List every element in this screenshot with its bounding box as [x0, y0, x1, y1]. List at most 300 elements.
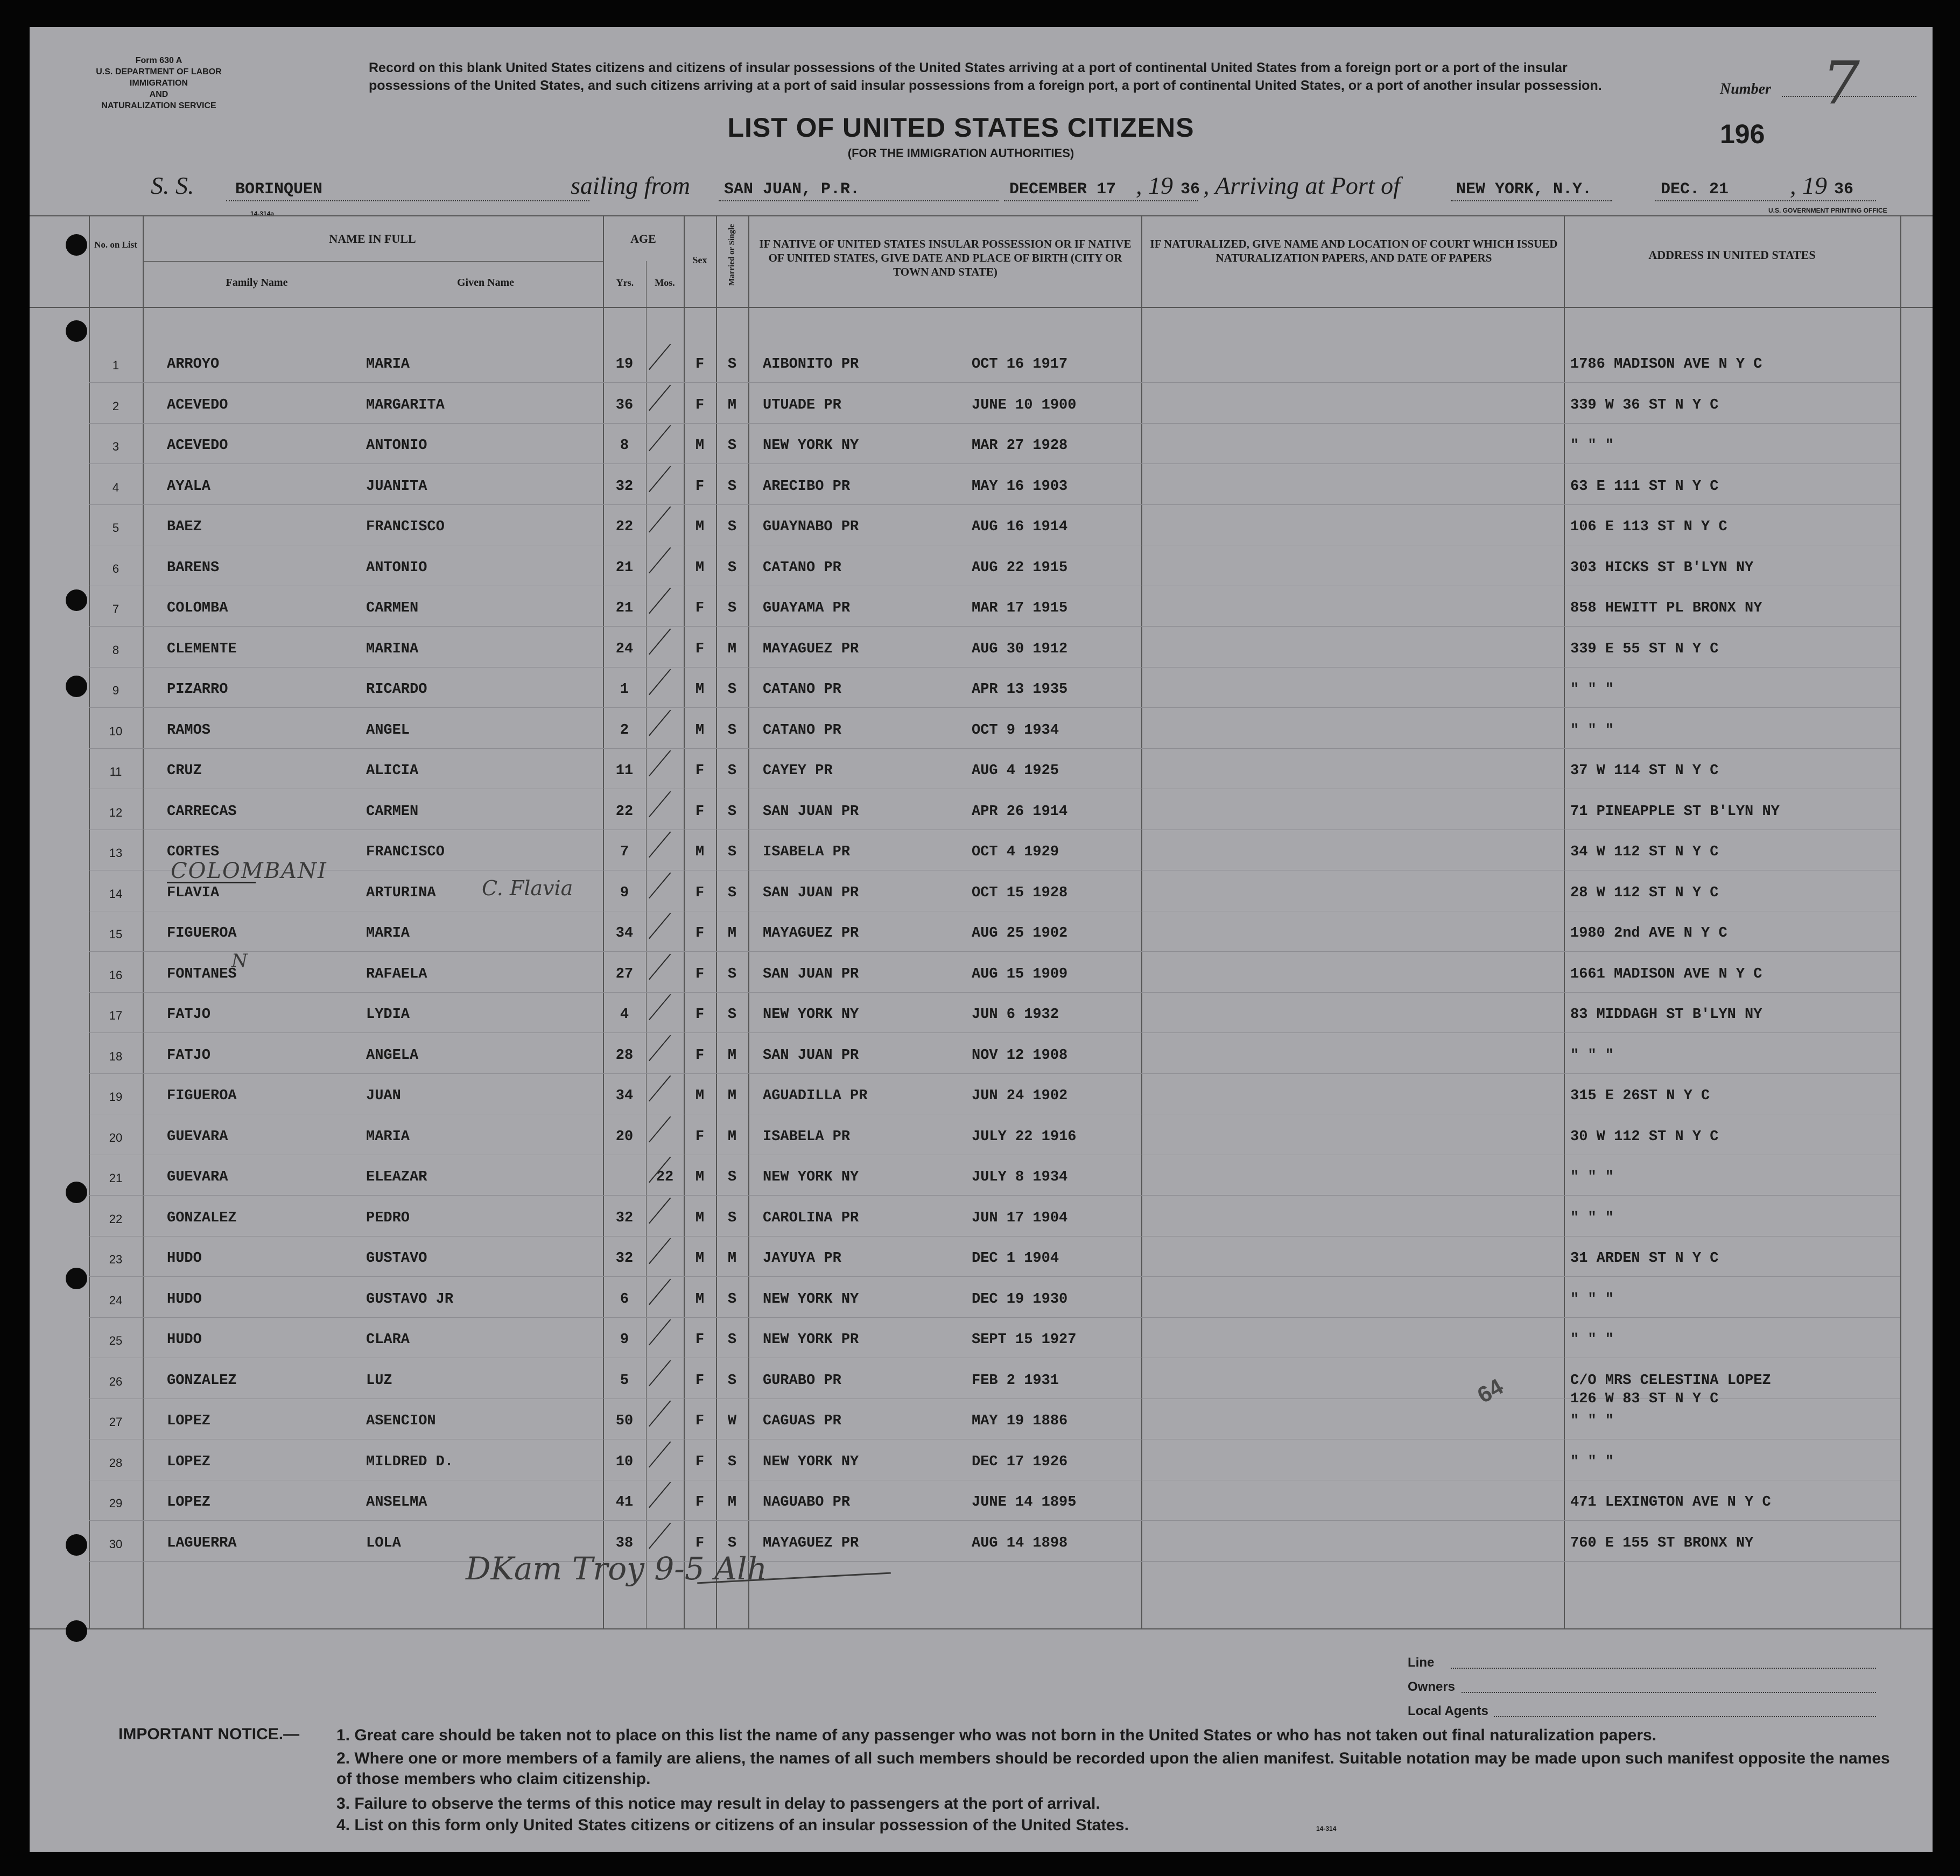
birth-date: DEC 19 1930: [972, 1291, 1068, 1308]
strikeout-mark: [167, 882, 256, 883]
birth-place: NEW YORK NY: [763, 438, 859, 454]
row-number: 16: [109, 968, 123, 982]
family-name: BAEZ: [167, 519, 202, 535]
row-rule: [89, 1073, 1900, 1074]
age-years: 32: [615, 478, 634, 495]
notice-item: 3. Failure to observe the terms of this notice may result in delay to passengers at the port of arrival.: [336, 1795, 1100, 1812]
marital-status: M: [727, 397, 737, 413]
family-name: GUEVARA: [167, 1128, 228, 1145]
sex: F: [695, 641, 705, 657]
departure-year: 36: [1181, 180, 1200, 199]
check-mark: [649, 832, 671, 858]
us-address: 28 W 112 ST N Y C: [1570, 884, 1719, 901]
sex: M: [695, 1169, 705, 1185]
birth-place: ISABELA PR: [763, 1128, 851, 1145]
family-name: ACEVEDO: [167, 397, 228, 413]
col-divider: [748, 215, 749, 1628]
row-number: 3: [112, 440, 120, 453]
birth-date: JUNE 14 1895: [972, 1494, 1077, 1510]
marital-status: M: [727, 641, 737, 657]
preamble-text: Record on this blank United States citizens and citizens of insular possessions of the United States arriving at a port of continental United States from a foreign port or a port of the insular possessions of the United States, and such citizens arriving at a port of said insular possessions from a foreign port, a port of continental United States, or a port of another insular possession.: [369, 60, 1602, 93]
arrival-port: NEW YORK, N.Y.: [1456, 180, 1592, 199]
birth-date: AUG 4 1925: [972, 763, 1059, 779]
family-name: FIGUEROA: [167, 1088, 237, 1104]
marital-status: S: [727, 1210, 737, 1226]
sex: M: [695, 1210, 705, 1226]
marital-status: S: [727, 356, 737, 373]
arrival-underline: [1655, 200, 1876, 201]
given-name: GUSTAVO: [366, 1250, 427, 1267]
family-name: ACEVEDO: [167, 438, 228, 454]
sex: F: [695, 397, 705, 413]
us-address: 760 E 155 ST BRONX NY: [1570, 1535, 1754, 1551]
check-mark: [649, 425, 671, 452]
given-name: ELEAZAR: [366, 1169, 427, 1185]
printer-note: U.S. GOVERNMENT PRINTING OFFICE: [1768, 207, 1887, 214]
row-number: 24: [109, 1293, 123, 1307]
col-header-sex: Sex: [692, 255, 707, 265]
given-name: RICARDO: [366, 681, 427, 698]
ship-name: BORINQUEN: [235, 180, 323, 199]
us-address: 1661 MADISON AVE N Y C: [1570, 966, 1762, 982]
age-years: 2: [620, 722, 629, 739]
sex: F: [695, 1007, 705, 1023]
binder-hole: [66, 1182, 87, 1203]
form-id-line: NATURALIZATION SERVICE: [101, 101, 216, 110]
check-mark: [649, 669, 671, 695]
family-name: HUDO: [167, 1332, 202, 1348]
birth-date: APR 13 1935: [972, 681, 1068, 698]
birth-date: AUG 30 1912: [972, 641, 1068, 657]
marital-status: S: [727, 1332, 737, 1348]
sex: F: [695, 1332, 705, 1348]
us-address: 315 E 26ST N Y C: [1570, 1088, 1710, 1104]
age-years: 8: [620, 438, 629, 454]
row-number: 26: [109, 1374, 123, 1388]
col-header-birth: IF NATIVE OF UNITED STATES INSULAR POSSESSION OR IF NATIVE OF UNITED STATES, GIVE DATE AND PLACE OF BIRTH (CITY OR TOWN AND STATE): [759, 237, 1132, 278]
family-name: ARROYO: [167, 356, 220, 373]
binder-hole: [66, 1620, 87, 1642]
age-years: 6: [620, 1291, 629, 1308]
us-address: " " ": [1570, 1453, 1614, 1470]
birth-date: MAY 16 1903: [972, 478, 1068, 495]
us-address: " " ": [1570, 1332, 1614, 1348]
check-mark: [649, 1076, 671, 1102]
col-header-given: Given Name: [456, 277, 515, 289]
given-name: LOLA: [366, 1535, 401, 1551]
row-number: 13: [109, 846, 123, 860]
check-mark: [649, 1238, 671, 1264]
binder-hole: [66, 589, 87, 611]
form-id-line: AND: [149, 90, 168, 99]
sex: F: [695, 1535, 705, 1551]
age-years: 19: [615, 356, 634, 373]
binder-hole: [66, 1268, 87, 1289]
row-number: 18: [109, 1049, 123, 1063]
number-label: Number: [1720, 81, 1771, 97]
us-address: 106 E 113 ST N Y C: [1570, 519, 1727, 535]
given-name: ANGEL: [366, 722, 410, 739]
age-years: 36: [615, 397, 634, 413]
given-name: MARIA: [366, 356, 410, 373]
row-rule: [89, 463, 1900, 464]
row-rule: [89, 504, 1900, 505]
birth-place: AGUADILLA PR: [763, 1088, 868, 1104]
birth-date: MAR 17 1915: [972, 600, 1068, 616]
ss-label: S. S.: [151, 172, 194, 199]
check-mark: [649, 344, 671, 370]
sex: M: [695, 519, 705, 535]
birth-place: SAN JUAN PR: [763, 966, 859, 982]
check-mark: [649, 507, 671, 533]
marital-status: S: [727, 1535, 737, 1551]
table-bottom-border: [30, 1628, 1933, 1629]
family-name: COLOMBA: [167, 600, 228, 616]
table-top-border: [30, 215, 1933, 216]
sex: F: [695, 884, 705, 901]
row-number: 10: [109, 724, 123, 738]
given-name: JUANITA: [366, 478, 427, 495]
birth-place: AIBONITO PR: [763, 356, 859, 373]
birth-date: MAR 27 1928: [972, 438, 1068, 454]
line-underline: [1451, 1668, 1876, 1669]
birth-place: CAROLINA PR: [763, 1210, 859, 1226]
age-years: 9: [620, 1332, 629, 1348]
row-rule: [89, 382, 1900, 383]
col-divider: [1141, 215, 1142, 1628]
marital-status: M: [727, 1088, 737, 1104]
birth-place: CATANO PR: [763, 722, 841, 739]
us-address: 339 W 36 ST N Y C: [1570, 397, 1719, 413]
birth-date: MAY 19 1886: [972, 1413, 1068, 1429]
age-years: 41: [615, 1494, 634, 1510]
check-mark: [649, 791, 671, 817]
check-mark: [649, 913, 671, 939]
family-name: CLEMENTE: [167, 641, 237, 657]
row-number: 15: [109, 928, 123, 941]
local-agents-underline: [1494, 1716, 1876, 1717]
col-header-age: AGE: [630, 232, 656, 245]
birth-date: DEC 1 1904: [972, 1250, 1059, 1267]
page-number: 196: [1720, 119, 1765, 149]
marital-status: M: [727, 1494, 737, 1510]
marital-status: S: [727, 600, 737, 616]
row-rule: [89, 1195, 1900, 1196]
sex: F: [695, 763, 705, 779]
given-name: MARINA: [366, 641, 419, 657]
col-header-name: NAME IN FULL: [329, 232, 416, 245]
given-name: FRANCISCO: [366, 844, 445, 860]
family-name: FATJO: [167, 1007, 211, 1023]
sex: F: [695, 600, 705, 616]
sex: F: [695, 1047, 705, 1064]
birth-place: NAGUABO PR: [763, 1494, 851, 1510]
check-mark: [649, 1319, 671, 1346]
us-address: 471 LEXINGTON AVE N Y C: [1570, 1494, 1771, 1510]
family-name: BARENS: [167, 559, 220, 576]
marital-status: S: [727, 559, 737, 576]
age-years: 22: [615, 519, 634, 535]
row-rule: [89, 992, 1900, 993]
family-name: CARRECAS: [167, 803, 237, 820]
col-header-no: No. on List: [94, 240, 137, 250]
given-name: MARGARITA: [366, 397, 445, 413]
given-name: CLARA: [366, 1332, 410, 1348]
col-header-address: ADDRESS IN UNITED STATES: [1648, 248, 1816, 262]
age-years: 1: [620, 681, 629, 698]
row-number: 21: [109, 1171, 123, 1185]
row-rule: [89, 1317, 1900, 1318]
given-name: LYDIA: [366, 1007, 410, 1023]
age-years: 5: [620, 1372, 629, 1389]
departure-date: DECEMBER 17: [1009, 180, 1116, 199]
check-mark: [649, 547, 671, 573]
birth-date: JUN 6 1932: [972, 1007, 1059, 1023]
age-years: 28: [615, 1047, 634, 1064]
sex: F: [695, 1128, 705, 1145]
check-mark: [649, 953, 671, 980]
check-mark: [649, 1197, 671, 1224]
row-rule: [89, 626, 1900, 627]
us-address: " " ": [1570, 1169, 1614, 1185]
page-title: LIST OF UNITED STATES CITIZENS: [727, 113, 1195, 143]
arrival-year: 36: [1834, 180, 1854, 199]
row-number: 2: [112, 399, 120, 413]
us-address: 1786 MADISON AVE N Y C: [1570, 356, 1762, 373]
family-name: GUEVARA: [167, 1169, 228, 1185]
birth-date: JUNE 10 1900: [972, 397, 1077, 413]
birth-date: AUG 25 1902: [972, 925, 1068, 941]
check-mark: [649, 872, 671, 898]
row-rule: [89, 951, 1900, 952]
given-name: ANTONIO: [366, 559, 427, 576]
us-address: 858 HEWITT PL BRONX NY: [1570, 600, 1762, 616]
row-rule: [89, 423, 1900, 424]
family-name: PIZARRO: [167, 681, 228, 698]
arriving-label: , Arriving at Port of: [1203, 172, 1400, 199]
form-id-line: U.S. DEPARTMENT OF LABOR: [96, 67, 222, 76]
sex: M: [695, 1250, 705, 1267]
binder-hole: [66, 1534, 87, 1556]
marital-status: S: [727, 722, 737, 739]
sex: F: [695, 803, 705, 820]
from-port: SAN JUAN, P.R.: [724, 180, 860, 199]
given-name: ANGELA: [366, 1047, 419, 1064]
check-mark: [649, 709, 671, 736]
us-address: 31 ARDEN ST N Y C: [1570, 1250, 1719, 1267]
given-name: ASENCION: [366, 1413, 436, 1429]
birth-date: JUN 24 1902: [972, 1088, 1068, 1104]
marital-status: S: [727, 478, 737, 495]
check-mark: [649, 384, 671, 411]
family-name: FONTANES: [167, 966, 237, 982]
family-name: LOPEZ: [167, 1494, 211, 1510]
birth-date: SEPT 15 1927: [972, 1332, 1077, 1348]
given-name: PEDRO: [366, 1210, 410, 1226]
row-number: 7: [112, 602, 120, 616]
birth-date: OCT 9 1934: [972, 722, 1059, 739]
birth-date: JULY 22 1916: [972, 1128, 1077, 1145]
row-number: 8: [112, 643, 120, 657]
row-number: 19: [109, 1090, 123, 1104]
given-name: JUAN: [366, 1088, 401, 1104]
notice-label: IMPORTANT NOTICE.—: [118, 1725, 300, 1743]
row-number: 11: [109, 765, 122, 778]
family-name: LOPEZ: [167, 1413, 211, 1429]
stamp-number: 64: [1473, 1373, 1508, 1408]
list-number: 7: [1822, 48, 1860, 117]
age-years: 10: [615, 1453, 634, 1470]
row-rule: [89, 707, 1900, 708]
ship-underline: [226, 200, 589, 201]
birth-place: CATANO PR: [763, 681, 841, 698]
family-name: CORTES: [167, 844, 220, 860]
row-number: 27: [109, 1415, 123, 1429]
us-address: " " ": [1570, 681, 1614, 698]
us-address: C/O MRS CELESTINA LOPEZ: [1570, 1372, 1771, 1389]
row-rule: [89, 667, 1900, 668]
birth-date: APR 26 1914: [972, 803, 1068, 820]
birth-date: NOV 12 1908: [972, 1047, 1068, 1064]
given-name: RAFAELA: [366, 966, 427, 982]
row-number: 1: [112, 359, 120, 372]
age-years: 27: [615, 966, 634, 982]
us-address: 303 HICKS ST B'LYN NY: [1570, 559, 1754, 576]
row-number: 25: [109, 1334, 123, 1347]
check-mark: [649, 628, 671, 655]
given-name: GUSTAVO JR: [366, 1291, 454, 1308]
birth-place: MAYAGUEZ PR: [763, 925, 859, 941]
age-years: 4: [620, 1007, 629, 1023]
marital-status: S: [727, 1007, 737, 1023]
family-name: FLAVIA: [167, 884, 220, 901]
marital-status: S: [727, 1291, 737, 1308]
birth-date: AUG 14 1898: [972, 1535, 1068, 1551]
col-header-marital: Married or Single: [727, 224, 736, 286]
given-name: ANSELMA: [366, 1494, 427, 1510]
form-code: 14-314a: [250, 210, 275, 217]
age-years: 21: [615, 600, 634, 616]
from-port-underline: [719, 200, 999, 201]
given-name: ALICIA: [366, 763, 419, 779]
check-mark: [649, 1482, 671, 1508]
birth-place: ARECIBO PR: [763, 478, 851, 495]
marital-status: S: [727, 844, 737, 860]
us-address: 34 W 112 ST N Y C: [1570, 844, 1719, 860]
birth-place: JAYUYA PR: [763, 1250, 841, 1267]
birth-date: DEC 17 1926: [972, 1453, 1068, 1470]
sex: F: [695, 1372, 705, 1389]
marital-status: M: [727, 1250, 737, 1267]
row-number: 17: [109, 1009, 123, 1022]
us-address: " " ": [1570, 1210, 1614, 1226]
us-address: 37 W 114 ST N Y C: [1570, 763, 1719, 779]
binder-hole: [66, 320, 87, 342]
birth-place: UTUADE PR: [763, 397, 841, 413]
birth-place: SAN JUAN PR: [763, 1047, 859, 1064]
sex: F: [695, 966, 705, 982]
row-rule: [89, 748, 1900, 749]
us-address: 30 W 112 ST N Y C: [1570, 1128, 1719, 1145]
handwritten-correction: N: [231, 950, 248, 972]
arrival-port-underline: [1451, 200, 1612, 201]
family-name: CRUZ: [167, 763, 202, 779]
us-address: " " ": [1570, 722, 1614, 739]
age-years: 11: [615, 763, 634, 779]
given-name: FRANCISCO: [366, 519, 445, 535]
age-years: 7: [620, 844, 629, 860]
birth-place: SAN JUAN PR: [763, 803, 859, 820]
birth-place: NEW YORK PR: [763, 1332, 859, 1348]
us-address: " " ": [1570, 1413, 1614, 1429]
check-mark: [649, 588, 671, 614]
departure-year-prefix: , 19: [1136, 172, 1173, 199]
check-mark: [649, 466, 671, 492]
family-name: FIGUEROA: [167, 925, 237, 941]
col-header-yrs: Yrs.: [616, 277, 634, 288]
sex: M: [695, 559, 705, 576]
marital-status: S: [727, 763, 737, 779]
notice-item: 2. Where one or more members of a family are aliens, the names of all such members should be recorded upon the alien manifest. Suitable notation may be made upon such manifest opposite the names of those members who claim citizenship.: [336, 1749, 1890, 1788]
family-name: FATJO: [167, 1047, 211, 1064]
sex: M: [695, 722, 705, 739]
birth-place: NEW YORK NY: [763, 1453, 859, 1470]
age-years: 34: [615, 925, 634, 941]
form-identifier: [89, 55, 229, 111]
us-address-line-2: 126 W 83 ST N Y C: [1570, 1390, 1719, 1407]
birth-place: CATANO PR: [763, 559, 841, 576]
row-number: 30: [109, 1537, 123, 1551]
arrival-date: DEC. 21: [1661, 180, 1729, 199]
sex: F: [695, 1494, 705, 1510]
us-address: " " ": [1570, 1047, 1614, 1064]
us-address: 339 E 55 ST N Y C: [1570, 641, 1719, 657]
row-number: 20: [109, 1130, 123, 1144]
us-address: " " ": [1570, 438, 1614, 454]
age-years: 22: [615, 803, 634, 820]
given-name: ARTURINA: [366, 884, 436, 901]
form-id-line: Form 630 A: [135, 56, 182, 65]
col-header-mos: Mos.: [655, 277, 675, 288]
marital-status: S: [727, 519, 737, 535]
birth-date: OCT 16 1917: [972, 356, 1068, 373]
family-name: HUDO: [167, 1291, 202, 1308]
birth-date: AUG 16 1914: [972, 519, 1068, 535]
sailing-label: sailing from: [571, 172, 690, 199]
marital-status: S: [727, 1169, 737, 1185]
check-mark: [649, 1441, 671, 1467]
age-months: 22: [656, 1169, 674, 1185]
check-mark: [649, 994, 671, 1021]
age-years: 9: [620, 884, 629, 901]
birth-place: GURABO PR: [763, 1372, 841, 1389]
birth-place: GUAYNABO PR: [763, 519, 859, 535]
sex: M: [695, 1291, 705, 1308]
birth-date: FEB 2 1931: [972, 1372, 1059, 1389]
marital-status: S: [727, 966, 737, 982]
age-years: 24: [615, 641, 634, 657]
owners-label: Owners: [1408, 1680, 1456, 1694]
col-divider: [143, 215, 144, 1628]
family-name: GONZALEZ: [167, 1372, 237, 1389]
birth-place: NEW YORK NY: [763, 1007, 859, 1023]
family-name: GONZALEZ: [167, 1210, 237, 1226]
birth-date: JUN 17 1904: [972, 1210, 1068, 1226]
sex: F: [695, 478, 705, 495]
row-number: 6: [112, 561, 120, 575]
birth-place: MAYAGUEZ PR: [763, 641, 859, 657]
handwritten-correction: COLOMBANI: [171, 859, 327, 883]
